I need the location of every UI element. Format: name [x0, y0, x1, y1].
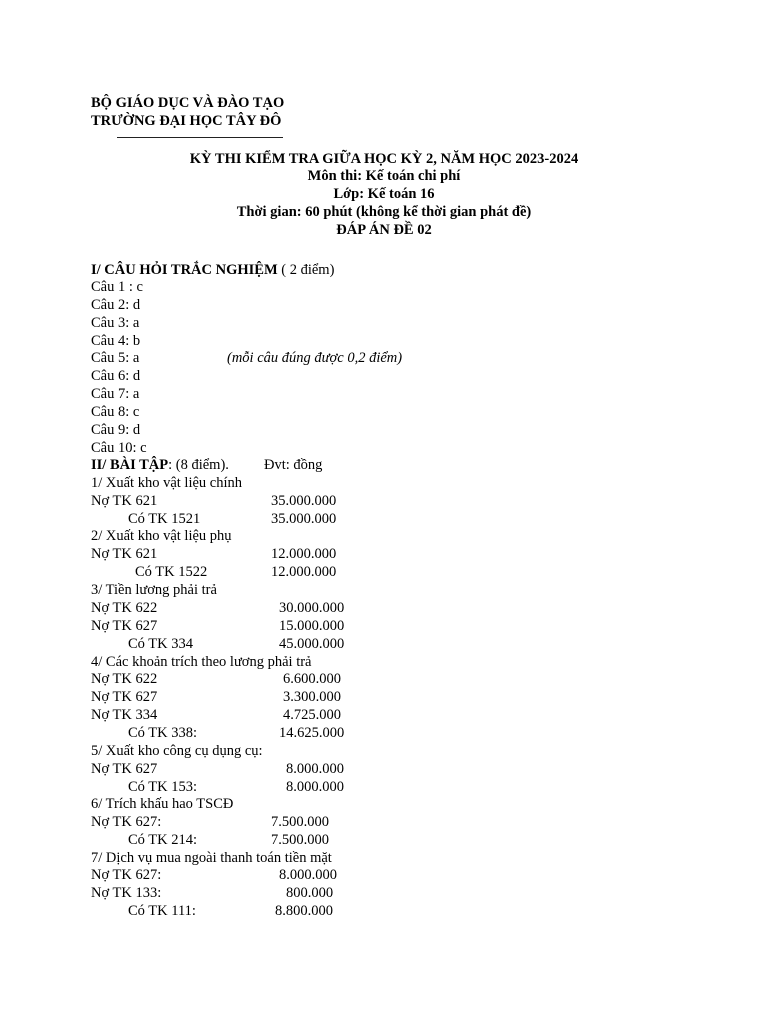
- exam-class: Lớp: Kế toán 16: [333, 186, 435, 202]
- item-2-title: 2/ Xuất kho vật liệu phụ: [91, 528, 232, 544]
- entry-amount: 14.625.000: [279, 725, 345, 741]
- exam-duration: Thời gian: 60 phút (không kể thời gian phát đề): [236, 204, 532, 220]
- entry-account: Có TK 214:: [128, 832, 198, 848]
- answer-1: Câu 1 : c: [91, 279, 143, 295]
- entry-amount: 15.000.000: [279, 618, 345, 634]
- part1-points: ( 2 điểm): [277, 262, 335, 278]
- entry-account: Nợ TK 627: [91, 761, 158, 777]
- entry-amount: 8.800.000: [275, 903, 333, 919]
- entry-amount: 7.500.000: [271, 814, 329, 830]
- entry-amount: 45.000.000: [279, 636, 345, 652]
- answer-2: Câu 2: d: [91, 297, 141, 313]
- item-6-title: 6/ Trích khấu hao TSCĐ: [91, 796, 234, 812]
- unit-label: Đvt: đồng: [264, 457, 323, 473]
- entry-account: Có TK 338:: [128, 725, 198, 741]
- entry-amount: 35.000.000: [271, 511, 337, 527]
- exam-title: KỲ THI KIỂM TRA GIỮA HỌC KỲ 2, NĂM HỌC 2023-2024: [189, 151, 579, 167]
- entry-account: Có TK 111:: [128, 903, 196, 919]
- answer-10: Câu 10: c: [91, 440, 147, 456]
- entry-account: Nợ TK 133:: [91, 885, 162, 901]
- entry-account: Nợ TK 621: [91, 493, 158, 509]
- part2-heading: II/ BÀI TẬP: [91, 457, 169, 473]
- answer-7: Câu 7: a: [91, 386, 140, 402]
- entry-account: Có TK 1521: [128, 511, 201, 527]
- answer-6: Câu 6: d: [91, 368, 141, 384]
- entry-amount: 3.300.000: [283, 689, 341, 705]
- entry-amount: 800.000: [286, 885, 334, 901]
- exam-subject: Môn thi: Kế toán chi phí: [307, 168, 461, 184]
- entry-account: Nợ TK 621: [91, 546, 158, 562]
- part1-heading: I/ CÂU HỎI TRẮC NGHIỆM: [91, 262, 278, 278]
- answer-5: Câu 5: a: [91, 350, 140, 366]
- entry-amount: 35.000.000: [271, 493, 337, 509]
- answer-3: Câu 3: a: [91, 315, 140, 331]
- university-name: TRƯỜNG ĐẠI HỌC TÂY ĐÔ: [91, 113, 282, 129]
- entry-account: Nợ TK 627: [91, 689, 158, 705]
- answer-key-title: ĐÁP ÁN ĐỀ 02: [336, 222, 432, 238]
- entry-account: Nợ TK 627: [91, 618, 158, 634]
- item-7-title: 7/ Dịch vụ mua ngoài thanh toán tiền mặt: [91, 850, 332, 866]
- entry-amount: 6.600.000: [283, 671, 341, 687]
- entry-account: Nợ TK 627:: [91, 867, 162, 883]
- entry-amount: 4.725.000: [283, 707, 341, 723]
- part2-heading-line: [91, 456, 229, 474]
- entry-amount: 12.000.000: [271, 564, 337, 580]
- ministry-name: BỘ GIÁO DỤC VÀ ĐÀO TẠO: [91, 95, 285, 111]
- item-3-title: 3/ Tiền lương phải trả: [91, 582, 217, 598]
- entry-account: Nợ TK 334: [91, 707, 158, 723]
- entry-account: Nợ TK 627:: [91, 814, 162, 830]
- answer-8: Câu 8: c: [91, 404, 140, 420]
- entry-account: Có TK 153:: [128, 779, 198, 795]
- entry-account: Có TK 1522: [135, 564, 208, 580]
- entry-amount: 8.000.000: [286, 779, 344, 795]
- header-underline: [117, 137, 283, 138]
- item-1-title: 1/ Xuất kho vật liệu chính: [91, 475, 243, 491]
- entry-account: Nợ TK 622: [91, 671, 158, 687]
- entry-account: Nợ TK 622: [91, 600, 158, 616]
- entry-amount: 30.000.000: [279, 600, 345, 616]
- entry-amount: 8.000.000: [286, 761, 344, 777]
- part1-heading-line: [91, 261, 334, 279]
- answer-9: Câu 9: d: [91, 422, 141, 438]
- entry-account: Có TK 334: [128, 636, 193, 652]
- entry-amount: 7.500.000: [271, 832, 329, 848]
- entry-amount: 8.000.000: [279, 867, 337, 883]
- item-5-title: 5/ Xuất kho công cụ dụng cụ:: [91, 743, 263, 759]
- entry-amount: 12.000.000: [271, 546, 337, 562]
- part2-points: : (8 điểm).: [168, 457, 229, 473]
- scoring-note: (mỗi câu đúng được 0,2 điểm): [227, 350, 403, 366]
- item-4-title: 4/ Các khoản trích theo lương phải trả: [91, 654, 312, 670]
- answer-4: Câu 4: b: [91, 333, 141, 349]
